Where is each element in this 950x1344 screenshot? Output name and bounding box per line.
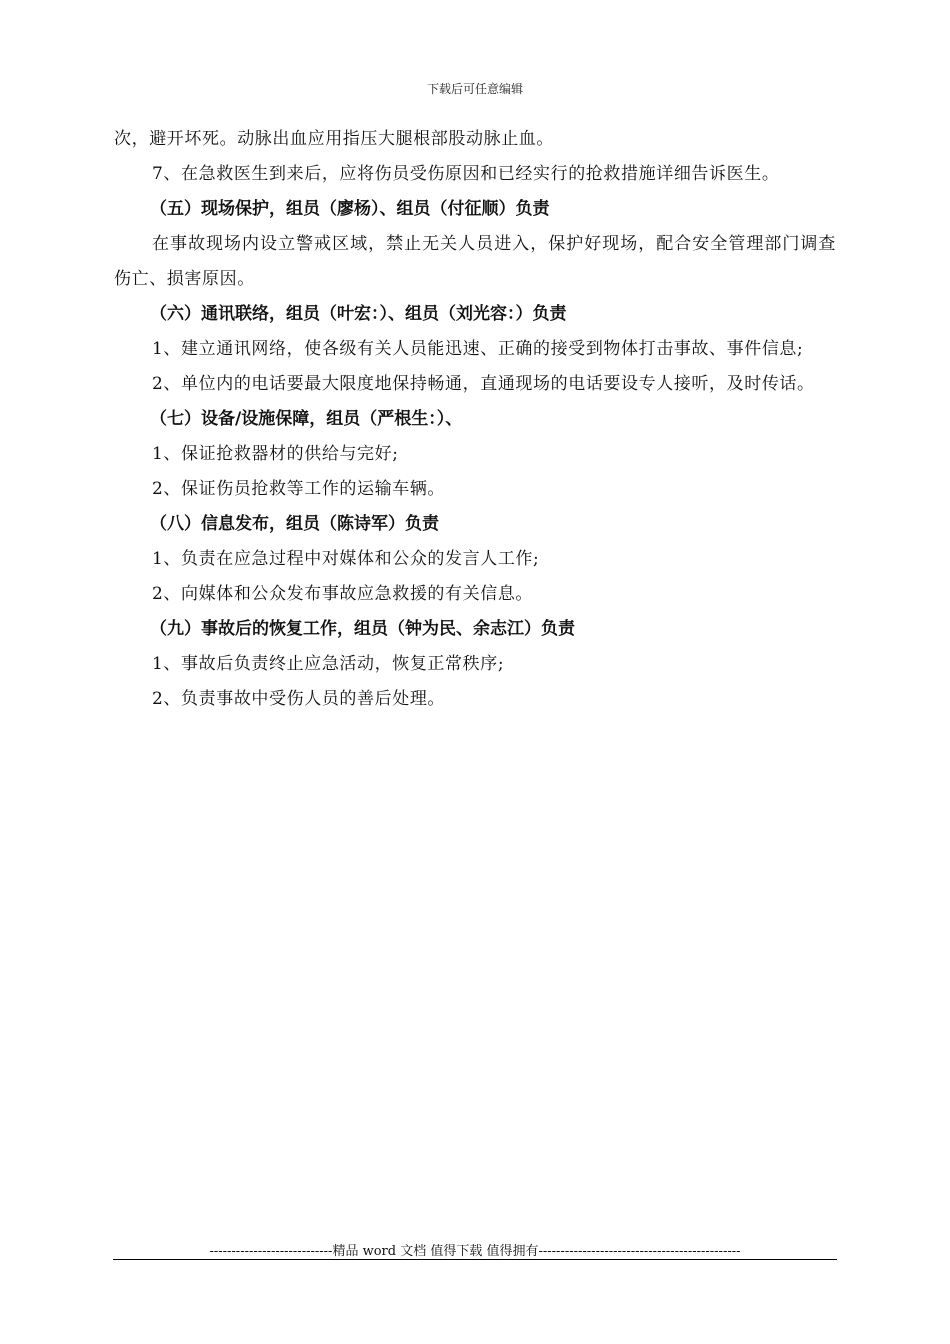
page-footer: ----------------------------精品 word 文档 值得下载 值得拥有---------------------------------------------- bbox=[209, 1244, 741, 1259]
section-heading-5: （五）现场保护，组员（廖杨）、组员（付征顺）负责 bbox=[150, 199, 550, 219]
paragraph-comm-2: 2、单位内的电话要最大限度地保持畅通，直通现场的电话要设专人接听，及时传话。 bbox=[152, 374, 815, 394]
page-header: 下载后可任意编辑 bbox=[426, 82, 523, 96]
paragraph-continuation: 次，避开坏死。动脉出血应用指压大腿根部股动脉止血。 bbox=[114, 129, 554, 149]
paragraph-equipment-1: 1、保证抢救器材的供给与完好; bbox=[152, 444, 399, 464]
paragraph-info-1: 1、负责在应急过程中对媒体和公众的发言人工作; bbox=[152, 549, 540, 569]
section-heading-9: （九）事故后的恢复工作，组员（钟为民、余志江）负责 bbox=[150, 619, 575, 639]
section-heading-6: （六）通讯联络，组员（叶宏：）、组员（刘光容：）负责 bbox=[150, 304, 567, 324]
footer-divider bbox=[113, 1259, 837, 1260]
paragraph-item-7: 7、在急救医生到来后，应将伤员受伤原因和已经实行的抢救措施详细告诉医生。 bbox=[152, 164, 780, 184]
paragraph-recovery-1: 1、事故后负责终止应急活动，恢复正常秩序; bbox=[152, 654, 505, 674]
section-heading-8: （八）信息发布，组员（陈诗军）负责 bbox=[150, 514, 439, 534]
paragraph-site-protection: 在事故现场内设立警戒区域，禁止无关人员进入，保护好现场，配合安全管理部门调查伤亡、损害原因。 bbox=[114, 234, 836, 289]
document-body bbox=[114, 122, 836, 717]
paragraph-recovery-2: 2、负责事故中受伤人员的善后处理。 bbox=[152, 689, 446, 709]
paragraph-equipment-2: 2、保证伤员抢救等工作的运输车辆。 bbox=[152, 479, 446, 499]
section-heading-7: （七）设备/设施保障，组员（严根生：）、 bbox=[150, 409, 463, 429]
paragraph-info-2: 2、向媒体和公众发布事故应急救援的有关信息。 bbox=[152, 584, 534, 604]
paragraph-comm-1: 1、建立通讯网络，使各级有关人员能迅速、正确的接受到物体打击事故、事件信息; bbox=[152, 339, 804, 359]
